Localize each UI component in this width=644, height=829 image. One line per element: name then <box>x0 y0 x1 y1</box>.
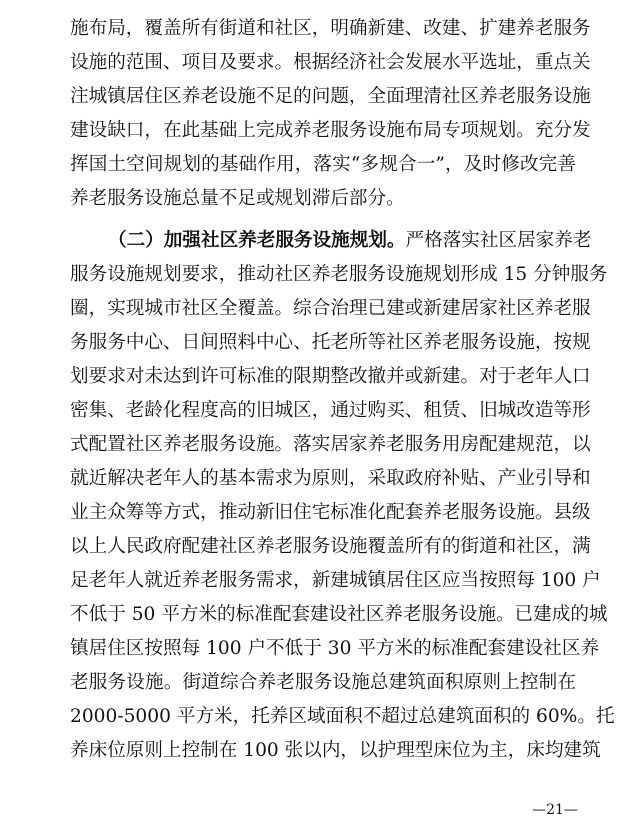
paragraph-line: 足老年人就近养老服务需求，新建城镇居住区应当按照每 100 户 <box>70 570 601 591</box>
paragraph-line: 养床位原则上控制在 100 张以内，以护理型床位为主，床均建筑 <box>70 740 601 761</box>
section-heading: （二）加强社区养老服务设施规划。 <box>108 230 406 251</box>
section-heading-continuation: 严格落实社区居家养老 <box>405 230 592 251</box>
paragraph-line: 密集、老龄化程度高的旧城区，通过购买、租赁、旧城改造等形 <box>70 400 591 421</box>
page-number: —21— <box>532 802 578 818</box>
paragraph-line: 挥国土空间规划的基础作用，落实“多规合一”，及时修改完善 <box>70 154 576 175</box>
paragraph-line: 服务设施规划要求，推动社区养老服务设施规划形成 15 分钟服务 <box>70 264 608 285</box>
paragraph-line: 注城镇居住区养老设施不足的问题，全面理清社区养老服务设施 <box>70 86 591 107</box>
paragraph-line: 务服务中心、日间照料中心、托老所等社区养老服务设施，按规 <box>70 332 591 353</box>
paragraph-line: 圈，实现城市社区全覆盖。综合治理已建或新建居家社区养老服 <box>70 298 591 319</box>
paragraph-line: 2000-5000 平方米，托养区域面积不超过总建筑面积的 60%。托 <box>70 706 615 727</box>
paragraph-line: 老服务设施。街道综合养老服务设施总建筑面积原则上控制在 <box>70 672 576 693</box>
section-first-line <box>108 226 592 256</box>
paragraph-line: 设施的范围、项目及要求。根据经济社会发展水平选址，重点关 <box>70 52 591 73</box>
paragraph-line: 镇居住区按照每 100 户不低于 30 平方米的标准配套建设社区养 <box>70 638 600 659</box>
paragraph-line: 业主众筹等方式，推动新旧住宅标准化配套养老服务设施。县级 <box>70 502 591 523</box>
paragraph-line: 式配置社区养老服务设施。落实居家养老服务用房配建规范，以 <box>70 434 591 455</box>
paragraph-line: 划要求对未达到许可标准的限期整改撤并或新建。对于老年人口 <box>70 366 591 387</box>
paragraph-line: 施布局，覆盖所有街道和社区，明确新建、改建、扩建养老服务 <box>70 18 591 39</box>
paragraph-line: 以上人民政府配建社区养老服务设施覆盖所有的街道和社区，满 <box>70 536 591 557</box>
paragraph-line: 建设缺口，在此基础上完成养老服务设施布局专项规划。充分发 <box>70 120 591 141</box>
paragraph-line: 养老服务设施总量不足或规划滞后部分。 <box>70 188 405 209</box>
paragraph-line: 就近解决老年人的基本需求为原则，采取政府补贴、产业引导和 <box>70 468 591 489</box>
paragraph-line: 不低于 50 平方米的标准配套建设社区养老服务设施。已建成的城 <box>70 604 608 625</box>
